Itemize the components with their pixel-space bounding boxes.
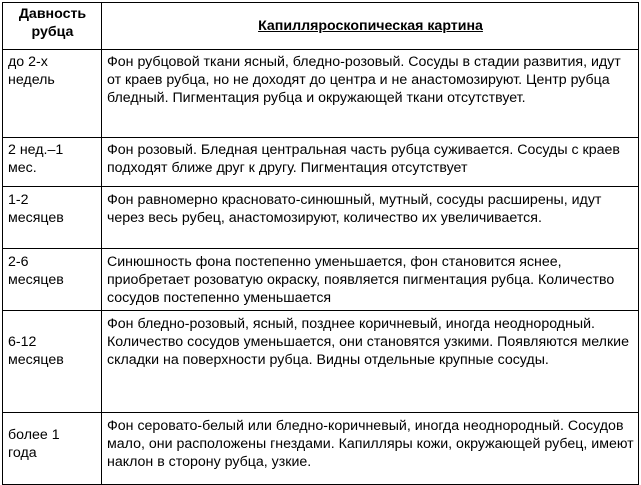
header-capillaroscopic-picture: [102, 3, 639, 50]
table-row: [3, 413, 639, 485]
description-cell: [102, 138, 639, 187]
age-line2: месяцев: [8, 272, 64, 288]
age-cell: [3, 187, 102, 249]
age-line1: 2 нед.–1: [8, 142, 64, 158]
description-cell: [102, 311, 639, 413]
table-header-row: [3, 3, 639, 50]
header-scar-age: [3, 3, 102, 50]
age-line2: года: [8, 445, 37, 461]
description-text: Фон серовато-белый или бледно-коричневый, иногда неоднородный. Сосудов мало, они расположены гнездами. Капилляры кожи, окружающей рубец, имеют наклон в сторону рубца, узкие.: [107, 418, 634, 470]
description-cell: [102, 249, 639, 311]
age-cell: [3, 413, 102, 485]
age-line2: месяцев: [8, 210, 64, 226]
age-cell: [3, 311, 102, 413]
description-cell: [102, 187, 639, 249]
age-line2: месяцев: [8, 352, 64, 368]
capillaroscopy-table: [2, 2, 639, 485]
table-row: [3, 138, 639, 187]
age-line1: более 1: [8, 427, 60, 443]
age-cell: [3, 249, 102, 311]
description-text: Фон рубцовой ткани ясный, бледно-розовый. Сосуды в стадии развития, идут от краев рубца, но не доходят до центра и не анастомозируют. Центр рубца бледный. Пигментация рубца и окружающей ткани отсутствует.: [107, 54, 621, 106]
age-line1: 2-6: [8, 254, 29, 270]
description-cell: [102, 50, 639, 138]
age-line1: до 2-х: [8, 54, 48, 70]
table-row: [3, 249, 639, 311]
description-text: Синюшность фона постепенно уменьшается, фон становится яснее, приобретает розоватую окраску, появляется пигментация рубца. Количество сосудов постепенно уменьшается: [107, 254, 615, 306]
header-scar-age-line1: Давность: [18, 6, 87, 22]
age-line2: недель: [8, 72, 55, 88]
table-row: [3, 311, 639, 413]
age-line1: 6-12: [8, 334, 37, 350]
description-text: Фон розовый. Бледная центральная часть рубца суживается. Сосуды с краев подходят ближе друг к другу. Пигментация отсутствует: [107, 142, 620, 176]
age-cell: [3, 50, 102, 138]
description-cell: [102, 413, 639, 485]
table-row: [3, 50, 639, 138]
table-row: [3, 187, 639, 249]
age-line2: мес.: [8, 160, 37, 176]
age-line1: 1-2: [8, 192, 29, 208]
age-cell: [3, 138, 102, 187]
description-text: Фон бледно-розовый, ясный, позднее коричневый, иногда неоднородный. Количество сосудов уменьшается, они становятся узкими. Появляются мелкие складки на поверхности рубца. Видны отдельные крупные сосуды.: [107, 316, 629, 368]
header-capillaroscopic-label: Капилляроскопическая картина: [258, 18, 483, 34]
description-text: Фон равномерно красновато-синюшный, мутный, сосуды расширены, идут через весь рубец, анастомозируют, количество их увеличивается.: [107, 192, 602, 226]
header-scar-age-line2: рубца: [31, 24, 74, 40]
